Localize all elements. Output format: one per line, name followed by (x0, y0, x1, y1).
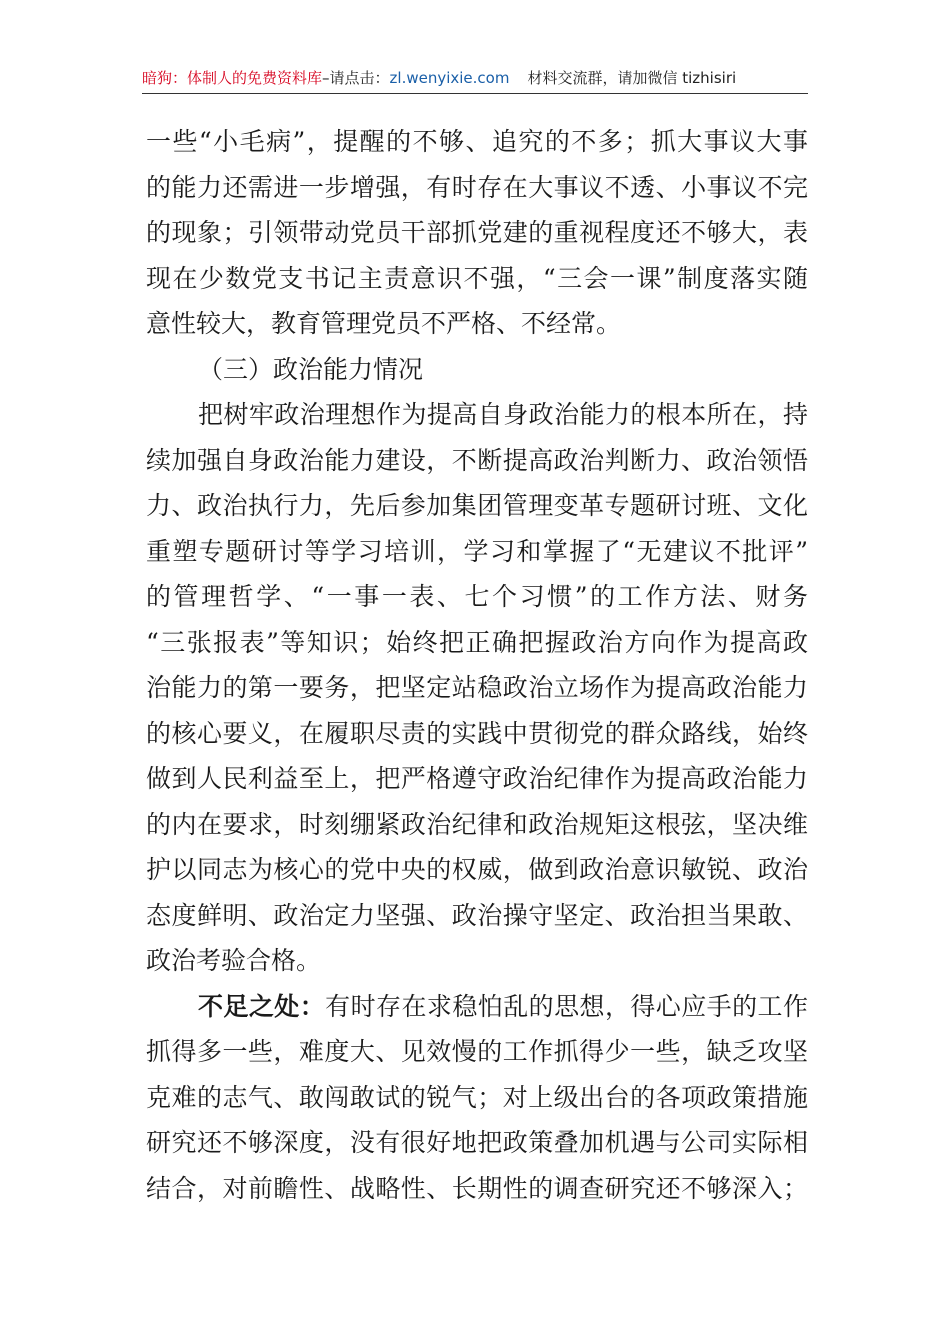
text-line: 续加强自身政治能力建设，不断提高政治判断力、政治领悟 (146, 445, 808, 475)
header-contact-text: 材料交流群，请加微信 tizhisiri (527, 69, 737, 87)
text-line: 政治考验合格。 (146, 946, 322, 975)
text-line: 重塑专题研讨等学习培训，学习和掌握了“无建议不批评” (146, 536, 808, 566)
text-line: 的能力还需进一步增强，有时存在大事议不透、小事议不完 (146, 172, 808, 202)
text-line: 的内在要求，时刻绷紧政治纪律和政治规矩这根弦，坚决维 (146, 809, 808, 839)
text-line: 研究还不够深度，没有很好地把政策叠加机遇与公司实际相 (146, 1128, 808, 1157)
text-line: 做到人民利益至上，把严格遵守政治纪律作为提高政治能力 (146, 764, 808, 793)
section-heading: （三）政治能力情况 (198, 354, 424, 384)
page-header (142, 63, 808, 94)
text-line: 结合，对前瞻性、战略性、长期性的调查研究还不够深入； (146, 1173, 808, 1203)
header-link[interactable]: zl.wenyixie.com (389, 69, 510, 87)
text-line (146, 984, 808, 1030)
text-line: 抓得多一些，难度大、见效慢的工作抓得少一些，缺乏攻坚 (146, 1037, 808, 1066)
paragraph-3 (146, 984, 808, 1212)
text-line: 态度鲜明、政治定力坚强、政治操守坚定、政治担当果敢、 (146, 900, 808, 930)
header-ad-text: 暗狗：体制人的免费资料库 (142, 69, 323, 87)
header-prompt-text: –请点击： (322, 69, 390, 87)
shortcomings-label: 不足之处： (198, 991, 326, 1021)
text-run: 有时存在求稳怕乱的思想，得心应手的工作 (325, 991, 808, 1021)
text-line: 把树牢政治理想作为提高自身政治能力的根本所在，持 (198, 400, 808, 429)
text-line: 现在少数党支书记主责意识不强，“三会一课”制度落实随 (146, 263, 808, 293)
document-body (146, 119, 808, 1211)
text-line: 的核心要义，在履职尽责的实践中贯彻党的群众路线，始终 (146, 718, 808, 748)
text-line: 意性较大，教育管理党员不严格、不经常。 (146, 309, 622, 338)
text-line: 的现象；引领带动党员干部抓党建的重视程度还不够大，表 (146, 218, 808, 247)
text-line: 护以同志为核心的党中央的权威，做到政治意识敏锐、政治 (146, 855, 808, 884)
text-line: 力、政治执行力，先后参加集团管理变革专题研讨班、文化 (146, 491, 808, 520)
text-line: 克难的志气、敢闯敢试的锐气；对上级出台的各项政策措施 (146, 1082, 808, 1112)
paragraph-2 (146, 392, 808, 984)
paragraph-1 (146, 119, 808, 347)
text-line: 的管理哲学、“一事一表、七个习惯”的工作方法、财务 (146, 582, 808, 611)
text-line: “三张报表”等知识；始终把正确把握政治方向作为提高政 (146, 627, 808, 657)
text-line: 一些“小毛病”，提醒的不够、追究的不多；抓大事议大事 (146, 127, 808, 156)
text-line: 治能力的第一要务，把坚定站稳政治立场作为提高政治能力 (146, 673, 808, 702)
